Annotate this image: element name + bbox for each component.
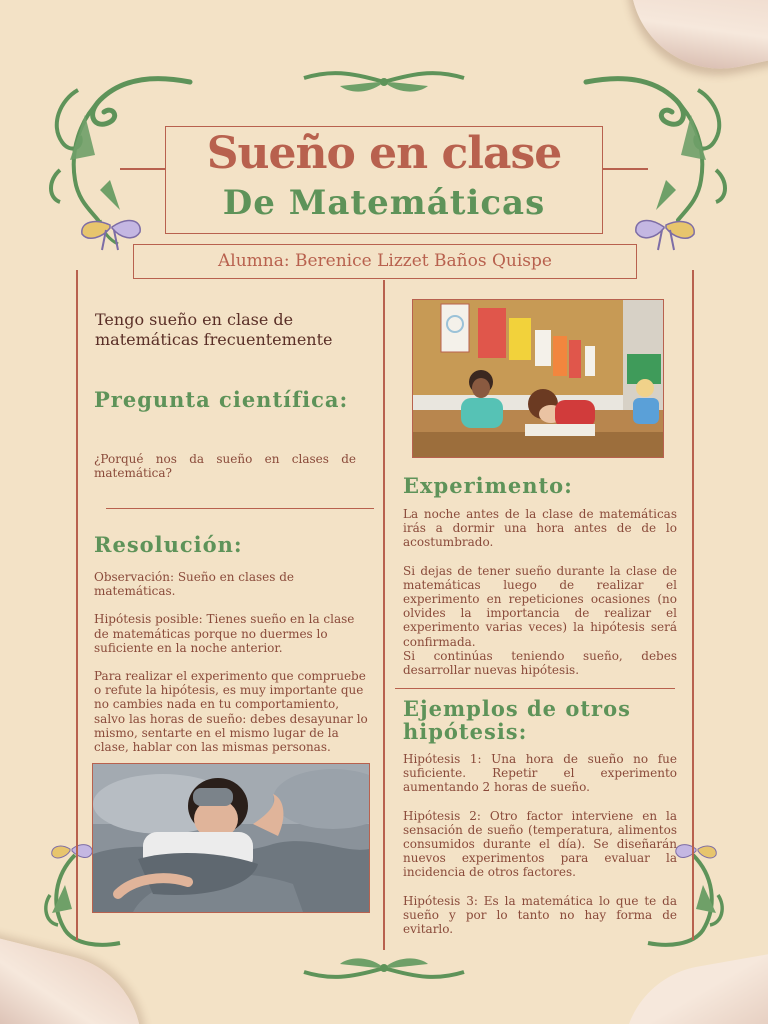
page-subtitle: De Matemáticas [222, 183, 546, 223]
resolucion-body [94, 570, 368, 768]
experimento-heading: Experimento: [403, 473, 573, 498]
resolucion-instrucciones: Para realizar el experimento que compruebe o refute la hipótesis, es muy importante que no cambies nada en tu comportamiento, salvo las horas de sueño: debes desayunar lo mismo, sentarte en el mismo lugar de la clase, hablar con las mismas personas. [94, 669, 368, 755]
hipotesis-2: Hipótesis 2: Otro factor interviene en la sensación de sueño (temperatura, alimentos consumidos durante el día). Se diseñarán nuevos experimentos para evaluar la incidencia de otros factores. [403, 808, 677, 880]
classroom-photo [412, 299, 664, 458]
separator-left-1 [106, 508, 374, 509]
page-title: Sueño en clase [206, 128, 562, 179]
leaf-ornament-top-center [300, 68, 468, 98]
hipotesis-3: Hipótesis 3: Es la matemática lo que te da sueño y por lo tanto no hay forma de evitarlo. [403, 893, 677, 937]
resolucion-observacion: Observación: Sueño en clases de matemáticas. [94, 570, 295, 599]
ejemplos-heading: Ejemplos de otros hipótesis: [403, 696, 631, 744]
frame-line-right [692, 270, 694, 940]
separator-right-1 [395, 688, 675, 689]
resolucion-heading: Resolución: [94, 532, 243, 557]
ejemplos-body [403, 752, 677, 950]
pregunta-text: ¿Porqué nos da sueño en clases de matemática? [94, 452, 356, 481]
author-label: Alumna: Berenice Lizzet Baños Quispe [133, 244, 637, 279]
sleeping-woman-photo [92, 763, 370, 913]
experimento-body [403, 507, 677, 691]
hipotesis-1: Hipótesis 1: Una hora de sueño no fue suficiente. Repetir el experimento aumentando 2 horas de sueño. [403, 752, 677, 795]
intro-text: Tengo sueño en clase de matemáticas frecuentemente [95, 310, 333, 349]
experimento-paso-1: La noche antes de la clase de matemáticas irás a dormir una hora antes de de lo acostumbrado. [403, 507, 677, 550]
resolucion-hipotesis: Hipótesis posible: Tienes sueño en la clase de matemáticas porque no duermes lo suficiente en la noche anterior. [94, 612, 355, 655]
experimento-paso-2: Si dejas de tener sueño durante la clase de matemáticas luego de realizar el experimento en repeticiones ocasiones (no olvides la importancia de realizar el experimento varias veces) la hipótesis será confirmada. [403, 563, 677, 649]
experimento-paso-3: Si continúas teniendo sueño, debes desarrollar nuevas hipótesis. [403, 648, 677, 678]
leaf-ornament-bottom-center [300, 952, 468, 982]
frame-line-left [76, 270, 78, 940]
column-divider [383, 280, 385, 950]
page-curl-bottom-right [609, 948, 768, 1024]
pregunta-heading: Pregunta científica: [94, 387, 349, 412]
